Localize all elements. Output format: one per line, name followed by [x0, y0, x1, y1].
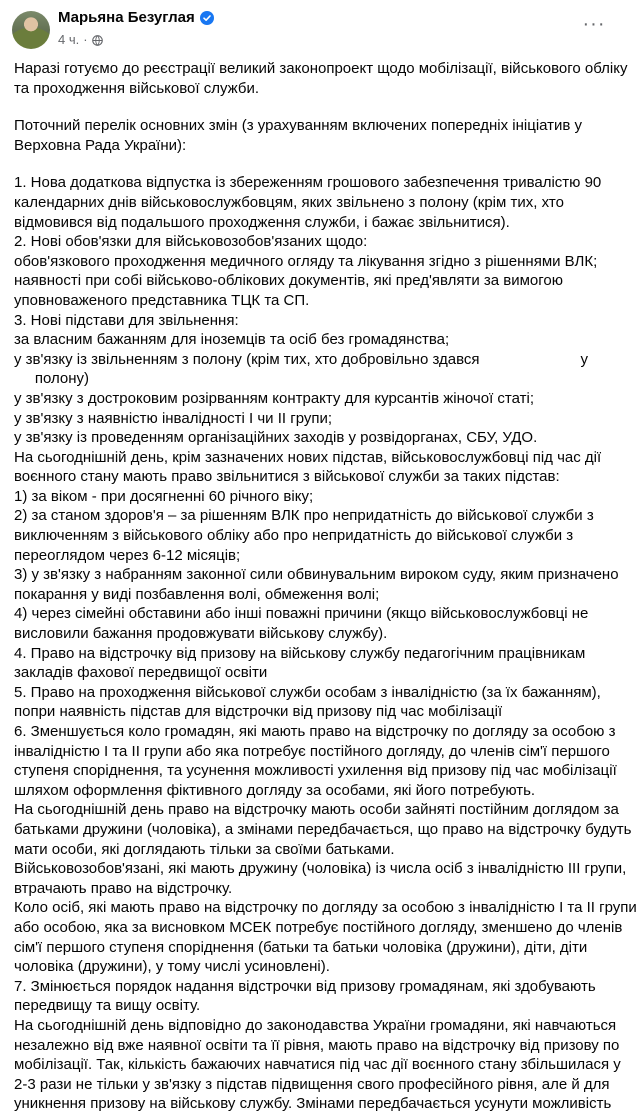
text-line: сім'ї першого ступеня споріднення (батьки та батьки чоловіка (дружини), діти, діти	[14, 938, 588, 956]
avatar[interactable]	[12, 11, 50, 49]
text-line: чоловіка (дружини), у тому числі усиновлені).	[14, 958, 330, 976]
text-line: у зв'язку із проведенням організаційних заходів у розвідорганах, СБУ, УДО.	[14, 429, 538, 447]
text-line: закладів фахової передвищої освіти	[14, 664, 268, 682]
text-line: 7. Змінюється порядок надання відстрочки від призову громадянам, які здобувають	[14, 977, 596, 995]
post-body	[14, 59, 637, 1114]
post-meta	[58, 32, 103, 47]
text-line: мобілізації. Так, кількість бажаючих навчатися під час дії воєнного стану збільшилася у	[14, 1056, 621, 1074]
text-line: мати особи, які доглядають тільки за своїми батьками.	[14, 840, 395, 858]
text-line: у зв'язку з наявністю інвалідності I чи II групи;	[14, 409, 333, 427]
text-line	[14, 370, 89, 387]
text-line	[14, 351, 588, 368]
text-line: батьками дружини (чоловіка), а змінами передбачається, що право на відстрочку будуть	[14, 820, 632, 838]
post-time[interactable]: 4 ч.	[58, 32, 80, 47]
text-line: Верховна Рада України):	[14, 136, 187, 154]
text-line: 2) за станом здоров'я – за рішенням ВЛК про непридатність до військової служби з	[14, 507, 594, 525]
text-line: Поточний перелік основних змін (з урахуванням включених попередніх ініціатив у	[14, 117, 583, 135]
more-options-button[interactable]: ···	[582, 12, 606, 35]
text-line: попри наявність підстав для відстрочки від призову під час мобілізації	[14, 703, 503, 721]
text-line: переоглядом через 6-12 місяців;	[14, 546, 241, 564]
changes-list	[14, 173, 637, 1114]
text-line: Наразі готуємо до реєстрації великий законопроект щодо мобілізації, військового обліку	[14, 60, 628, 77]
text-line: та проходження військової служби.	[14, 79, 259, 97]
text-line: 2-3 рази не тільки у зв'язку з підстав підвищення свого професійного рівня, але й для	[14, 1075, 610, 1093]
text-line: 4) через сімейні обставини або інші поважні причини (якщо військовослужбовці не	[14, 605, 589, 623]
text-line: уповноваженого представника ТЦК та СП.	[14, 291, 310, 309]
verified-badge-icon	[200, 11, 214, 25]
meta-separator: ·	[83, 32, 88, 47]
text-line-cont: полону)	[30, 370, 90, 388]
text-line: наявності при собі військово-облікових документів, які пред'являти за вимогою	[14, 272, 564, 290]
text-line: 3. Нові підстави для звільнення:	[14, 311, 239, 329]
text-line: обов'язкового проходження медичного огляду та лікування згідно з рішеннями ВЛК;	[14, 252, 598, 270]
text-line-start: у зв'язку із звільненням з полону (крім тих, хто добровільно здався	[14, 350, 480, 368]
text-line: за власним бажанням для іноземців та осіб без громадянства;	[14, 331, 450, 349]
globe-icon	[92, 34, 103, 45]
author-name[interactable]: Марьяна Безуглая	[58, 9, 195, 26]
text-line-end: у	[580, 350, 589, 368]
text-line: у зв'язку з достроковим розірванням контракту для курсантів жіночої статі;	[14, 389, 535, 407]
text-line: передвищу та вищу освіту.	[14, 997, 201, 1015]
text-line: незалежно від вже наявної освіти та її рівня, мають право на відстрочку від призову по	[14, 1036, 620, 1054]
text-line: інвалідністю I та II групи або яка потребує постійного догляду, до членів сім'ї першого	[14, 742, 610, 760]
text-line: календарних днів військовослужбовцям, яких звільнено з полону (крім тих, хто	[14, 193, 564, 211]
text-line: 1) за віком - при досягненні 60 річного віку;	[14, 487, 314, 505]
text-line: 2. Нові обов'язки для військовозобов'язаних щодо:	[14, 233, 368, 251]
text-line: втрачають право на відстрочку.	[14, 879, 233, 897]
text-line: висловили бажання продовжувати військову службу).	[14, 625, 388, 643]
text-line: 6. Зменшується коло громадян, які мають право на відстрочку по догляду за особою з	[14, 723, 616, 740]
text-line: уникнення призову на військову службу. Змінами передбачається усунути можливість	[14, 1095, 612, 1113]
text-line: 1. Нова додаткова відпустка із збереженням грошового забезпечення тривалістю 90	[14, 174, 602, 192]
text-line: Коло осіб, які мають право на відстрочку по догляду за особою з інвалідністю I та II групи	[14, 899, 637, 917]
text-line: Військовозобов'язані, які мають дружину (чоловіка) із числа осіб з інвалідністю III групи,	[14, 860, 627, 878]
text-line: 3) у зв'язку з набранням законної сили обвинувальним вироком суду, яким призначено	[14, 566, 619, 584]
text-line: виключенням з військового обліку або про непридатність до військової служби з	[14, 527, 574, 545]
text-line: На сьогоднішній день відповідно до законодавства України громадяни, які навчаються	[14, 1016, 617, 1034]
post-header	[0, 0, 620, 56]
text-line: На сьогоднішній день право на відстрочку мають особи зайняті постійним доглядом за	[14, 801, 619, 819]
text-line: відмовився від подальшого проходження служби, і бажає звільнитися).	[14, 213, 510, 231]
intro-paragraph	[14, 59, 628, 98]
author-line	[58, 9, 214, 26]
text-line: На сьогоднішній день, крім зазначених нових підстав, військовослужбовці під час дії	[14, 448, 602, 466]
changes-intro-paragraph	[14, 116, 614, 155]
text-line: 4. Право на відстрочку від призову на військову службу педагогічним працівникам	[14, 644, 586, 662]
text-line: або особою, яка за висновком МСЕК потребує постійного догляду, зменшено до членів	[14, 918, 623, 936]
text-line: воєнного стану мають право звільнитися з військової служби за таких підстав:	[14, 468, 560, 486]
text-line: ступеня споріднення, та усунення можливості ухилення від призову під час мобілізації	[14, 762, 617, 780]
text-line: покарання у виді позбавлення волі, обмеження волі;	[14, 585, 380, 603]
text-line: 5. Право на проходження військової служби особам з інвалідністю (за їх бажанням),	[14, 683, 601, 701]
text-line: шляхом оформлення фіктивного догляду за особами, які його потребують.	[14, 781, 536, 799]
